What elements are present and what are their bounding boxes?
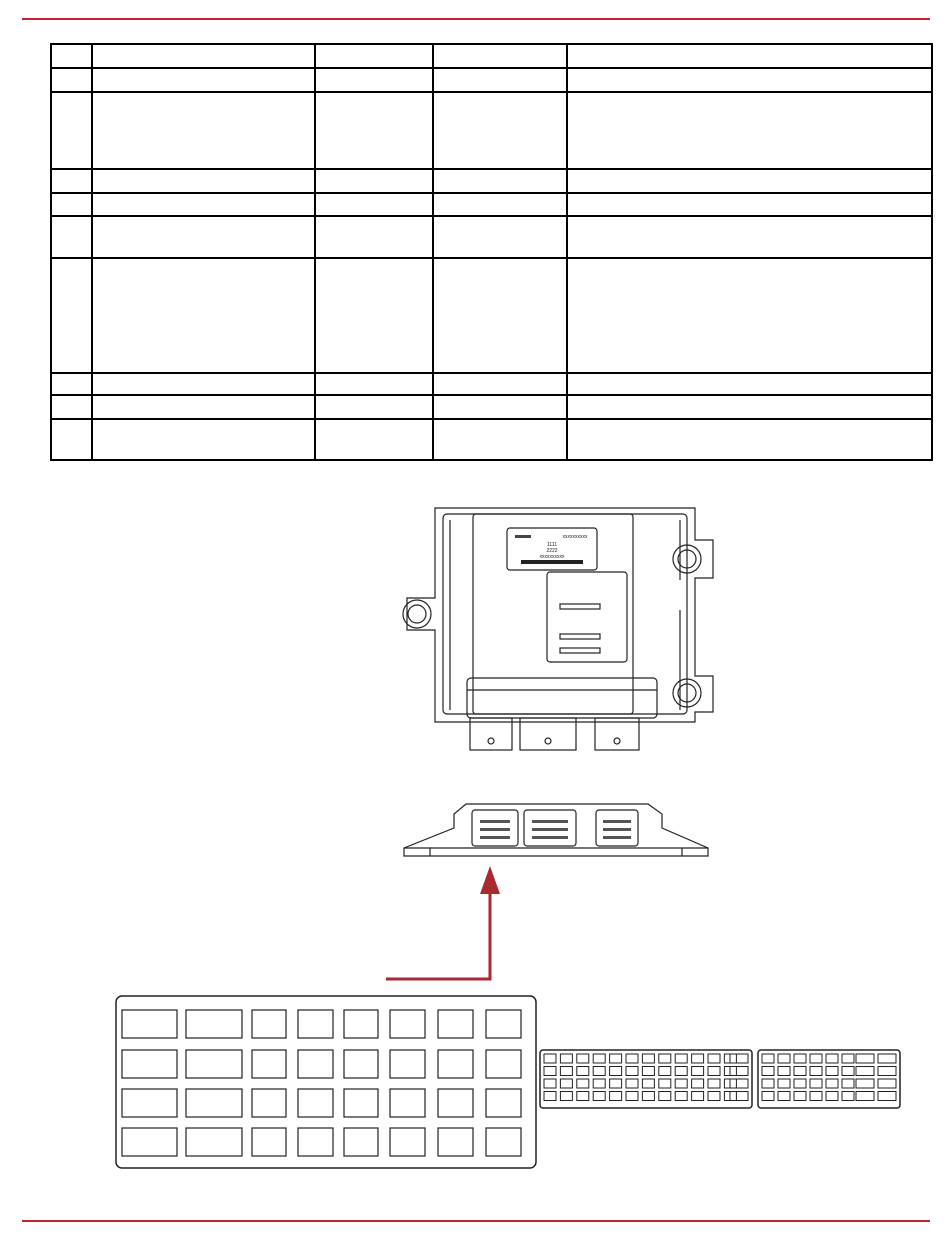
pin-cell: [626, 1079, 638, 1088]
pin-cell: [794, 1079, 806, 1088]
pinout-grid-secondary-a: [538, 1048, 756, 1112]
table-cell: [92, 193, 315, 216]
pin-cell: [610, 1054, 622, 1063]
pin-cell: [122, 1010, 177, 1038]
pin-cell: [560, 1054, 572, 1063]
pin-cell: [856, 1067, 874, 1076]
pin-cell: [659, 1092, 671, 1101]
pin-cell: [593, 1054, 605, 1063]
ecu-top-view: [395, 500, 715, 760]
pin-cell: [298, 1050, 333, 1078]
pin-cell: [692, 1092, 704, 1101]
table-cell: [315, 193, 433, 216]
label-line: 1111: [546, 542, 558, 548]
pin-cell: [642, 1067, 654, 1076]
table-cell: [567, 68, 932, 92]
pinout-grid-main: [114, 992, 540, 1170]
pin-cell: [692, 1079, 704, 1088]
table-row: [51, 216, 932, 258]
pin-cell: [794, 1067, 806, 1076]
pin-cell: [560, 1079, 572, 1088]
table-cell: [51, 419, 92, 460]
pin-cell: [610, 1067, 622, 1076]
table-cell: [92, 216, 315, 258]
pin-cell: [810, 1054, 822, 1063]
table-cell: [567, 373, 932, 395]
pin-cell: [675, 1067, 687, 1076]
pinout-grid-secondary-b: [756, 1048, 904, 1112]
table-cell: [51, 373, 92, 395]
table-cell: [433, 258, 567, 373]
table-cell: [433, 395, 567, 419]
table-cell: [567, 216, 932, 258]
pin-cell: [438, 1128, 473, 1156]
pin-cell: [186, 1050, 242, 1078]
table-cell: [433, 44, 567, 68]
pin-cell: [390, 1128, 425, 1156]
pin-cell: [252, 1128, 286, 1156]
table-cell: [51, 258, 92, 373]
pin-cell: [778, 1054, 790, 1063]
pin-cell: [544, 1067, 556, 1076]
table-cell: [315, 258, 433, 373]
pin-cell: [878, 1054, 896, 1063]
table-cell: [315, 44, 433, 68]
label-line: xxxxxxxxxx: [539, 554, 565, 560]
pin-cell: [878, 1079, 896, 1088]
pin-cell: [794, 1092, 806, 1101]
pin-cell: [186, 1089, 242, 1117]
pin-cell: [826, 1067, 838, 1076]
pin-cell: [878, 1067, 896, 1076]
pin-cell: [826, 1054, 838, 1063]
table-cell: [315, 216, 433, 258]
pin-cell: [390, 1050, 425, 1078]
table-row: [51, 373, 932, 395]
pin-cell: [626, 1054, 638, 1063]
pin-cell: [692, 1054, 704, 1063]
connector-callout-arrow: [380, 860, 510, 985]
pin-cell: [762, 1092, 774, 1101]
pin-cell: [878, 1092, 896, 1101]
pin-cell: [486, 1089, 521, 1117]
table-cell: [51, 395, 92, 419]
pin-cell: [544, 1079, 556, 1088]
table-row: [51, 395, 932, 419]
pin-cell: [826, 1092, 838, 1101]
pin-cell: [390, 1010, 425, 1038]
table-row: [51, 68, 932, 92]
table-cell: [315, 395, 433, 419]
table-cell: [433, 216, 567, 258]
table-cell: [51, 92, 92, 169]
pin-cell: [486, 1128, 521, 1156]
pin-cell: [252, 1089, 286, 1117]
pin-cell: [642, 1092, 654, 1101]
pin-cell: [762, 1079, 774, 1088]
table-row: [51, 258, 932, 373]
pin-cell: [122, 1050, 177, 1078]
pin-cell: [344, 1010, 378, 1038]
table-header-row: [51, 44, 932, 68]
table-cell: [433, 193, 567, 216]
pin-cell: [675, 1054, 687, 1063]
pin-cell: [344, 1128, 378, 1156]
pin-cell: [708, 1067, 720, 1076]
pin-cell: [626, 1067, 638, 1076]
pin-cell: [659, 1079, 671, 1088]
pin-cell: [856, 1079, 874, 1088]
pin-cell: [675, 1092, 687, 1101]
table-cell: [92, 169, 315, 193]
pin-cell: [730, 1079, 748, 1088]
table-cell: [51, 216, 92, 258]
table-row: [51, 169, 932, 193]
table-cell: [92, 395, 315, 419]
label-line: xxxxxxxxxx: [562, 534, 588, 540]
pin-cell: [810, 1067, 822, 1076]
pin-cell: [593, 1067, 605, 1076]
pin-cell: [577, 1067, 589, 1076]
pin-cell: [778, 1079, 790, 1088]
table-cell: [567, 258, 932, 373]
table-cell: [315, 373, 433, 395]
pin-cell: [730, 1067, 748, 1076]
table-cell: [433, 169, 567, 193]
table-row: [51, 193, 932, 216]
table-cell: [315, 92, 433, 169]
table-cell: [315, 68, 433, 92]
pin-cell: [810, 1079, 822, 1088]
pin-cell: [577, 1079, 589, 1088]
pin-cell: [438, 1050, 473, 1078]
pin-cell: [438, 1010, 473, 1038]
pin-cell: [577, 1092, 589, 1101]
table-cell: [567, 169, 932, 193]
pin-cell: [593, 1079, 605, 1088]
table-cell: [433, 373, 567, 395]
table-cell: [433, 92, 567, 169]
pin-cell: [826, 1079, 838, 1088]
pin-cell: [708, 1054, 720, 1063]
pin-cell: [610, 1092, 622, 1101]
table-cell: [567, 395, 932, 419]
pin-cell: [856, 1092, 874, 1101]
table-cell: [92, 258, 315, 373]
table-cell: [51, 193, 92, 216]
pin-cell: [842, 1067, 854, 1076]
table-cell: [315, 169, 433, 193]
pin-cell: [438, 1089, 473, 1117]
pin-cell: [642, 1079, 654, 1088]
pin-cell: [560, 1067, 572, 1076]
pin-cell: [708, 1079, 720, 1088]
spec-table: [50, 43, 933, 461]
pin-cell: [544, 1092, 556, 1101]
pin-cell: [842, 1054, 854, 1063]
pin-cell: [344, 1089, 378, 1117]
pin-cell: [778, 1092, 790, 1101]
pin-cell: [778, 1067, 790, 1076]
pin-cell: [642, 1054, 654, 1063]
table-cell: [92, 68, 315, 92]
pin-cell: [298, 1089, 333, 1117]
pin-cell: [708, 1092, 720, 1101]
table-cell: [315, 419, 433, 460]
table-cell: [92, 373, 315, 395]
pin-cell: [252, 1050, 286, 1078]
table-row: [51, 92, 932, 169]
pin-cell: [298, 1128, 333, 1156]
top-red-rule: [22, 18, 930, 20]
pin-cell: [298, 1010, 333, 1038]
pin-cell: [692, 1067, 704, 1076]
pin-cell: [486, 1050, 521, 1078]
table-cell: [567, 44, 932, 68]
pin-cell: [577, 1054, 589, 1063]
table-cell: [51, 44, 92, 68]
bottom-red-rule: [22, 1220, 930, 1222]
table-cell: [92, 44, 315, 68]
pin-cell: [659, 1067, 671, 1076]
pin-cell: [486, 1010, 521, 1038]
table-cell: [567, 92, 932, 169]
pin-cell: [390, 1089, 425, 1117]
table-cell: [433, 68, 567, 92]
table-row: [51, 419, 932, 460]
pin-cell: [675, 1079, 687, 1088]
table-cell: [51, 68, 92, 92]
pin-cell: [610, 1079, 622, 1088]
pin-cell: [122, 1089, 177, 1117]
table-cell: [92, 92, 315, 169]
pin-cell: [810, 1092, 822, 1101]
pin-cell: [730, 1054, 748, 1063]
table-cell: [92, 419, 315, 460]
pin-cell: [659, 1054, 671, 1063]
label-line: 2222: [546, 548, 558, 554]
pin-cell: [842, 1079, 854, 1088]
pin-cell: [856, 1054, 874, 1063]
pin-cell: [762, 1054, 774, 1063]
pin-cell: [344, 1050, 378, 1078]
table-cell: [567, 193, 932, 216]
pin-cell: [252, 1010, 286, 1038]
pin-cell: [593, 1092, 605, 1101]
pin-cell: [186, 1128, 242, 1156]
pin-cell: [794, 1054, 806, 1063]
table-cell: [51, 169, 92, 193]
table-cell: [567, 419, 932, 460]
table-cell: [433, 419, 567, 460]
pin-cell: [626, 1092, 638, 1101]
pin-cell: [762, 1067, 774, 1076]
pin-cell: [730, 1092, 748, 1101]
pin-cell: [186, 1010, 242, 1038]
pin-cell: [842, 1092, 854, 1101]
pin-cell: [560, 1092, 572, 1101]
pin-cell: [122, 1128, 177, 1156]
ecu-side-view: [400, 800, 712, 862]
pin-cell: [544, 1054, 556, 1063]
